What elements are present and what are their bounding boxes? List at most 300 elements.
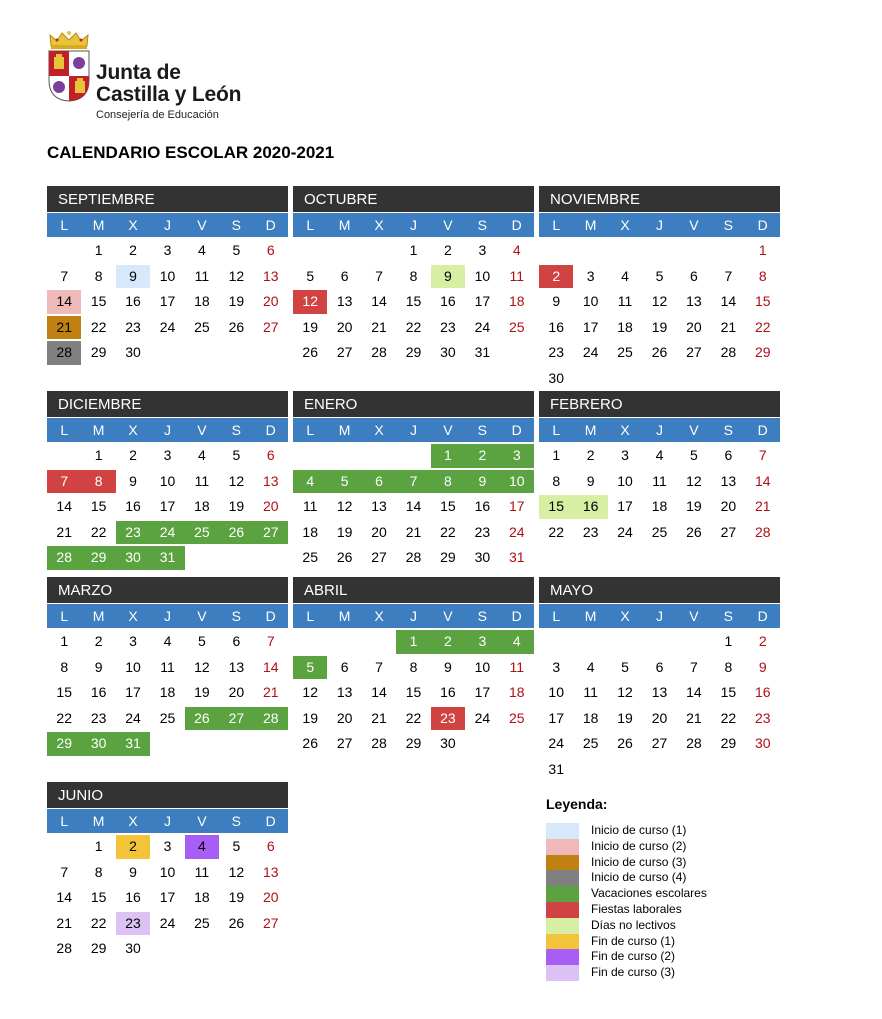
weekday-label: L bbox=[552, 608, 561, 624]
legend-label: Fin de curso (2) bbox=[591, 949, 676, 964]
day-cell: 24 bbox=[474, 709, 491, 726]
day-cell: 27 bbox=[262, 914, 279, 931]
day-cell: 22 bbox=[548, 523, 564, 540]
day-cell: 3 bbox=[163, 838, 172, 854]
day-cell: 11 bbox=[194, 472, 210, 489]
day-cell: 23 bbox=[440, 318, 456, 335]
days-grid bbox=[47, 834, 288, 962]
weekday-label: D bbox=[511, 608, 522, 624]
day-cell: 8 bbox=[409, 267, 418, 284]
day-cell: 15 bbox=[90, 889, 107, 906]
day-cell: 11 bbox=[302, 498, 318, 515]
day-cell: 28 bbox=[720, 344, 737, 361]
weekday-label: V bbox=[443, 608, 453, 624]
day-cell: 28 bbox=[56, 940, 72, 957]
weekday-header-row bbox=[539, 418, 780, 442]
day-cell: 4 bbox=[293, 470, 327, 494]
weekday-label: V bbox=[197, 422, 207, 438]
weekday-label: S bbox=[477, 422, 487, 438]
month-name: OCTUBRE bbox=[293, 186, 534, 212]
weekday-label: D bbox=[757, 422, 768, 438]
day-cell: 8 bbox=[552, 472, 561, 489]
day-cell: 4 bbox=[163, 633, 172, 649]
days-grid bbox=[293, 443, 534, 571]
day-cell: 28 bbox=[371, 344, 387, 361]
legend-label: Días no lectivos bbox=[591, 917, 676, 932]
day-cell: 9 bbox=[444, 658, 452, 675]
month-mayo bbox=[539, 577, 780, 783]
weekday-label: L bbox=[60, 813, 69, 829]
day-cell: 7 bbox=[375, 658, 383, 675]
day-cell: 30 bbox=[548, 369, 564, 386]
day-cell: 24 bbox=[508, 523, 525, 540]
weekday-label: J bbox=[163, 422, 171, 438]
day-cell: 15 bbox=[56, 684, 72, 701]
day-cell: 6 bbox=[266, 447, 275, 463]
day-cell: 16 bbox=[754, 684, 771, 701]
day-cell: 8 bbox=[758, 267, 767, 284]
day-cell: 29 bbox=[405, 344, 422, 361]
day-cell: 28 bbox=[254, 707, 288, 731]
day-cell: 14 bbox=[686, 684, 702, 701]
weekday-label: M bbox=[338, 422, 351, 438]
day-cell: 3 bbox=[465, 630, 499, 654]
day-cell: 27 bbox=[651, 735, 668, 752]
day-cell: 14 bbox=[262, 658, 279, 675]
day-cell: 3 bbox=[621, 447, 629, 463]
weekday-label: M bbox=[338, 608, 351, 624]
org-name-line2: Castilla y León bbox=[96, 83, 242, 106]
day-cell: 16 bbox=[125, 498, 141, 515]
day-cell: 27 bbox=[219, 707, 253, 731]
day-cell: 29 bbox=[47, 732, 81, 756]
day-cell: 26 bbox=[302, 344, 318, 361]
day-cell: 30 bbox=[754, 735, 771, 752]
day-cell: 28 bbox=[47, 546, 81, 570]
weekday-label: V bbox=[689, 217, 699, 233]
month-name: MARZO bbox=[47, 577, 288, 603]
day-cell: 27 bbox=[336, 344, 353, 361]
day-cell: 21 bbox=[371, 318, 387, 335]
day-cell: 9 bbox=[129, 472, 137, 489]
day-cell: 5 bbox=[293, 656, 327, 680]
day-cell: 5 bbox=[232, 447, 241, 463]
day-cell: 27 bbox=[336, 735, 353, 752]
day-cell: 13 bbox=[262, 863, 279, 880]
day-cell: 30 bbox=[116, 546, 150, 570]
weekday-label: V bbox=[197, 217, 207, 233]
day-cell: 3 bbox=[163, 242, 172, 258]
day-cell: 18 bbox=[194, 293, 210, 310]
legend-swatch bbox=[546, 918, 579, 934]
day-cell: 23 bbox=[548, 344, 564, 361]
day-cell: 18 bbox=[194, 889, 210, 906]
day-cell: 17 bbox=[159, 293, 176, 310]
day-cell: 6 bbox=[362, 470, 396, 494]
day-cell: 19 bbox=[228, 498, 245, 515]
day-cell: 31 bbox=[508, 549, 525, 566]
day-cell: 30 bbox=[125, 940, 141, 957]
day-cell: 15 bbox=[90, 498, 107, 515]
weekday-label: M bbox=[584, 608, 597, 624]
day-cell: 25 bbox=[159, 709, 176, 726]
weekday-label: J bbox=[655, 217, 663, 233]
day-cell: 14 bbox=[371, 293, 387, 310]
weekday-label: D bbox=[511, 422, 522, 438]
day-cell: 2 bbox=[758, 633, 767, 649]
day-cell: 16 bbox=[573, 495, 607, 519]
day-cell: 3 bbox=[478, 242, 487, 258]
day-cell: 10 bbox=[159, 472, 176, 489]
legend-items bbox=[546, 823, 846, 981]
legend-swatch bbox=[546, 839, 579, 855]
day-cell: 14 bbox=[371, 684, 387, 701]
day-cell: 2 bbox=[539, 265, 573, 289]
day-cell: 11 bbox=[509, 658, 525, 675]
day-cell: 17 bbox=[508, 498, 525, 515]
day-cell: 6 bbox=[690, 267, 698, 284]
day-cell: 12 bbox=[194, 658, 210, 675]
day-cell: 16 bbox=[90, 684, 107, 701]
day-cell: 10 bbox=[582, 293, 599, 310]
day-cell: 19 bbox=[686, 498, 702, 515]
legend-swatch bbox=[546, 949, 579, 965]
day-cell: 31 bbox=[116, 732, 150, 756]
day-cell: 1 bbox=[758, 242, 767, 258]
day-cell: 24 bbox=[159, 318, 176, 335]
day-cell: 16 bbox=[125, 889, 141, 906]
day-cell: 13 bbox=[651, 684, 668, 701]
day-cell: 22 bbox=[405, 318, 422, 335]
day-cell: 8 bbox=[431, 470, 465, 494]
day-cell: 1 bbox=[409, 242, 418, 258]
day-cell: 5 bbox=[621, 658, 629, 675]
day-cell: 4 bbox=[586, 658, 595, 675]
junta-logo bbox=[46, 30, 266, 130]
day-cell: 7 bbox=[690, 658, 698, 675]
day-cell: 18 bbox=[582, 709, 599, 726]
weekday-header-row bbox=[539, 213, 780, 237]
day-cell: 17 bbox=[548, 709, 564, 726]
weekday-label: L bbox=[306, 608, 315, 624]
weekday-label: D bbox=[265, 608, 276, 624]
weekday-label: V bbox=[689, 608, 699, 624]
day-cell: 21 bbox=[754, 498, 771, 515]
day-cell: 8 bbox=[94, 267, 103, 284]
day-cell: 14 bbox=[405, 498, 422, 515]
day-cell: 10 bbox=[617, 472, 633, 489]
day-cell: 17 bbox=[582, 318, 599, 335]
day-cell: 26 bbox=[228, 318, 245, 335]
day-cell: 16 bbox=[474, 498, 491, 515]
day-cell: 31 bbox=[548, 760, 564, 777]
day-cell: 3 bbox=[552, 658, 561, 675]
weekday-label: L bbox=[306, 217, 315, 233]
day-cell: 18 bbox=[159, 684, 176, 701]
weekday-label: X bbox=[620, 608, 630, 624]
day-cell: 7 bbox=[60, 863, 69, 880]
day-cell: 11 bbox=[652, 472, 667, 489]
weekday-label: X bbox=[620, 422, 630, 438]
day-cell: 17 bbox=[617, 498, 633, 515]
days-grid bbox=[47, 443, 288, 571]
days-grid bbox=[47, 238, 288, 366]
weekday-label: J bbox=[163, 217, 171, 233]
day-cell: 28 bbox=[47, 341, 81, 365]
day-cell: 28 bbox=[754, 523, 771, 540]
day-cell: 13 bbox=[228, 658, 245, 675]
day-cell: 12 bbox=[686, 472, 702, 489]
day-cell: 1 bbox=[94, 447, 103, 463]
day-cell: 15 bbox=[440, 498, 456, 515]
day-cell: 20 bbox=[651, 709, 668, 726]
day-cell: 27 bbox=[371, 549, 387, 566]
days-grid bbox=[47, 629, 288, 757]
day-cell: 23 bbox=[116, 521, 150, 545]
day-cell: 22 bbox=[90, 523, 107, 540]
page-title: CALENDARIO ESCOLAR 2020-2021 bbox=[47, 143, 335, 162]
day-cell: 26 bbox=[686, 523, 702, 540]
weekday-label: S bbox=[231, 813, 241, 829]
weekday-label: L bbox=[60, 217, 69, 233]
legend-swatch bbox=[546, 934, 579, 950]
legend-item bbox=[546, 934, 846, 950]
day-cell: 25 bbox=[617, 344, 633, 361]
weekday-label: S bbox=[723, 422, 733, 438]
day-cell: 14 bbox=[754, 472, 771, 489]
weekday-label: D bbox=[265, 422, 276, 438]
crown-icon bbox=[48, 30, 90, 50]
weekday-label: M bbox=[338, 217, 351, 233]
day-cell: 19 bbox=[617, 709, 633, 726]
weekday-label: D bbox=[265, 813, 276, 829]
day-cell: 15 bbox=[720, 684, 737, 701]
day-cell: 7 bbox=[375, 267, 383, 284]
day-cell: 17 bbox=[474, 684, 491, 701]
day-cell: 9 bbox=[758, 658, 767, 675]
day-cell: 2 bbox=[94, 633, 103, 649]
weekday-label: L bbox=[552, 422, 561, 438]
day-cell: 29 bbox=[405, 735, 422, 752]
day-cell: 23 bbox=[116, 912, 150, 936]
weekday-header-row bbox=[47, 418, 288, 442]
day-cell: 11 bbox=[583, 684, 598, 701]
day-cell: 4 bbox=[655, 447, 664, 463]
day-cell: 10 bbox=[500, 470, 534, 494]
org-name-line1: Junta de bbox=[96, 61, 181, 84]
day-cell: 4 bbox=[198, 242, 206, 258]
day-cell: 18 bbox=[194, 498, 210, 515]
day-cell: 23 bbox=[474, 523, 491, 540]
day-cell: 23 bbox=[582, 523, 599, 540]
day-cell: 22 bbox=[405, 709, 422, 726]
weekday-label: L bbox=[60, 608, 69, 624]
day-cell: 24 bbox=[582, 344, 599, 361]
weekday-label: X bbox=[620, 217, 630, 233]
day-cell: 26 bbox=[185, 707, 219, 731]
day-cell: 21 bbox=[56, 914, 72, 931]
month-name: FEBRERO bbox=[539, 391, 780, 417]
weekday-label: S bbox=[723, 608, 733, 624]
day-cell: 12 bbox=[651, 293, 668, 310]
day-cell: 12 bbox=[228, 267, 245, 284]
month-name: JUNIO bbox=[47, 782, 288, 808]
legend-item bbox=[546, 965, 846, 981]
day-cell: 18 bbox=[508, 293, 525, 310]
day-cell: 24 bbox=[150, 521, 184, 545]
legend-label: Inicio de curso (1) bbox=[591, 823, 687, 837]
weekday-label: J bbox=[163, 813, 171, 829]
day-cell: 9 bbox=[586, 472, 595, 489]
day-cell: 17 bbox=[159, 498, 176, 515]
weekday-label: D bbox=[511, 217, 522, 233]
day-cell: 11 bbox=[509, 267, 525, 284]
day-cell: 7 bbox=[47, 470, 81, 494]
month-name: MAYO bbox=[539, 577, 780, 603]
day-cell: 6 bbox=[266, 242, 275, 258]
month-name: SEPTIEMBRE bbox=[47, 186, 288, 212]
weekday-label: M bbox=[92, 813, 105, 829]
day-cell: 28 bbox=[371, 735, 387, 752]
day-cell: 6 bbox=[232, 633, 241, 649]
legend-item bbox=[546, 855, 846, 871]
legend-label: Inicio de curso (2) bbox=[591, 838, 687, 853]
legend-label: Inicio de curso (3) bbox=[591, 854, 687, 869]
day-cell: 22 bbox=[56, 709, 72, 726]
day-cell: 10 bbox=[474, 658, 491, 675]
weekday-label: S bbox=[231, 217, 241, 233]
legend-label: Vacaciones escolares bbox=[591, 886, 707, 901]
weekday-label: S bbox=[723, 217, 733, 233]
weekday-header-row bbox=[47, 809, 288, 833]
day-cell: 14 bbox=[56, 889, 72, 906]
day-cell: 9 bbox=[129, 863, 137, 880]
weekday-label: J bbox=[655, 422, 663, 438]
days-grid bbox=[539, 238, 780, 392]
day-cell: 25 bbox=[185, 521, 219, 545]
day-cell: 13 bbox=[262, 472, 279, 489]
day-cell: 29 bbox=[754, 344, 771, 361]
legend-label: Fiestas laborales bbox=[591, 901, 682, 916]
day-cell: 5 bbox=[690, 447, 698, 463]
day-cell: 10 bbox=[159, 863, 176, 880]
weekday-label: J bbox=[409, 422, 417, 438]
weekday-label: X bbox=[374, 422, 384, 438]
day-cell: 23 bbox=[125, 318, 141, 335]
day-cell: 2 bbox=[129, 447, 137, 463]
month-junio bbox=[47, 782, 288, 962]
weekday-label: V bbox=[443, 217, 453, 233]
days-grid bbox=[539, 629, 780, 783]
weekday-label: X bbox=[128, 422, 138, 438]
day-cell: 21 bbox=[47, 316, 81, 340]
day-cell: 7 bbox=[60, 267, 69, 284]
day-cell: 1 bbox=[94, 242, 103, 258]
month-enero bbox=[293, 391, 534, 571]
legend-swatch bbox=[546, 870, 579, 886]
day-cell: 25 bbox=[651, 523, 668, 540]
legend-swatch bbox=[546, 902, 579, 918]
day-cell: 6 bbox=[266, 838, 275, 854]
day-cell: 10 bbox=[159, 267, 176, 284]
legend bbox=[546, 796, 846, 981]
day-cell: 7 bbox=[266, 633, 275, 649]
day-cell: 14 bbox=[47, 290, 81, 314]
day-cell: 13 bbox=[262, 267, 279, 284]
day-cell: 5 bbox=[232, 242, 241, 258]
day-cell: 22 bbox=[90, 318, 107, 335]
day-cell: 5 bbox=[327, 470, 361, 494]
day-cell: 24 bbox=[125, 709, 141, 726]
day-cell: 2 bbox=[586, 447, 595, 463]
day-cell: 6 bbox=[340, 658, 349, 675]
day-cell: 18 bbox=[617, 318, 633, 335]
day-cell: 5 bbox=[306, 267, 315, 284]
day-cell: 20 bbox=[336, 709, 353, 726]
day-cell: 29 bbox=[90, 344, 107, 361]
day-cell: 20 bbox=[228, 684, 245, 701]
day-cell: 13 bbox=[336, 684, 353, 701]
weekday-label: V bbox=[197, 608, 207, 624]
legend-title: Leyenda: bbox=[546, 796, 608, 812]
legend-label: Inicio de curso (4) bbox=[591, 870, 687, 885]
day-cell: 30 bbox=[440, 735, 456, 752]
days-grid bbox=[293, 238, 534, 366]
day-cell: 25 bbox=[194, 318, 210, 335]
weekday-label: D bbox=[265, 217, 276, 233]
day-cell: 2 bbox=[431, 630, 465, 654]
day-cell: 21 bbox=[686, 709, 702, 726]
day-cell: 1 bbox=[431, 444, 465, 468]
day-cell: 23 bbox=[754, 709, 771, 726]
legend-swatch bbox=[546, 965, 579, 981]
day-cell: 1 bbox=[94, 838, 103, 854]
day-cell: 12 bbox=[302, 684, 318, 701]
day-cell: 19 bbox=[302, 709, 318, 726]
legend-item bbox=[546, 823, 846, 839]
day-cell: 23 bbox=[431, 707, 465, 731]
legend-swatch bbox=[546, 823, 579, 839]
weekday-header-row bbox=[47, 604, 288, 628]
day-cell: 25 bbox=[302, 549, 318, 566]
weekday-label: X bbox=[374, 608, 384, 624]
day-cell: 21 bbox=[720, 318, 737, 335]
day-cell: 13 bbox=[720, 472, 737, 489]
day-cell: 29 bbox=[440, 549, 456, 566]
day-cell: 14 bbox=[56, 498, 72, 515]
day-cell: 21 bbox=[405, 523, 422, 540]
weekday-label: D bbox=[757, 217, 768, 233]
day-cell: 7 bbox=[396, 470, 430, 494]
month-octubre bbox=[293, 186, 534, 366]
day-cell: 15 bbox=[405, 684, 422, 701]
day-cell: 4 bbox=[500, 630, 534, 654]
day-cell: 21 bbox=[371, 709, 387, 726]
day-cell: 8 bbox=[409, 658, 418, 675]
day-cell: 26 bbox=[228, 914, 245, 931]
weekday-label: D bbox=[757, 608, 768, 624]
weekday-header-row bbox=[47, 213, 288, 237]
legend-item bbox=[546, 902, 846, 918]
day-cell: 25 bbox=[508, 709, 525, 726]
day-cell: 28 bbox=[686, 735, 702, 752]
weekday-label: S bbox=[231, 422, 241, 438]
day-cell: 26 bbox=[651, 344, 668, 361]
day-cell: 24 bbox=[159, 914, 176, 931]
weekday-label: J bbox=[655, 608, 663, 624]
day-cell: 5 bbox=[655, 267, 664, 284]
day-cell: 9 bbox=[465, 470, 499, 494]
